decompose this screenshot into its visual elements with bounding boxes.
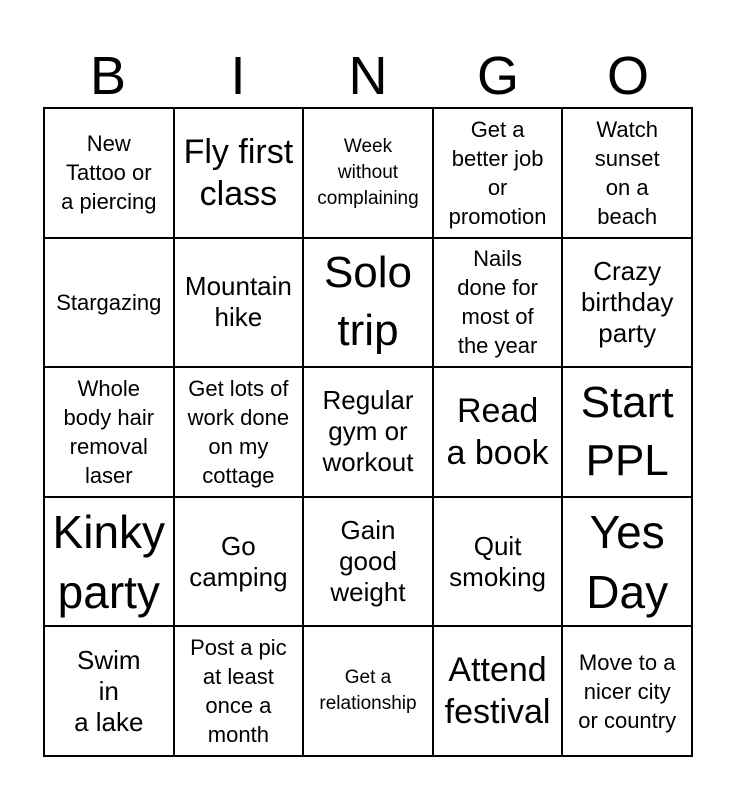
bingo-cell[interactable] — [44, 626, 174, 756]
cell-text: Week without complaining — [317, 135, 419, 209]
bingo-cell[interactable] — [44, 497, 174, 627]
bingo-cell[interactable] — [303, 108, 433, 238]
bingo-cell[interactable] — [433, 626, 563, 756]
bingo-cell[interactable] — [44, 108, 174, 238]
bingo-cell[interactable] — [562, 108, 692, 238]
bingo-cell[interactable] — [174, 108, 304, 238]
bingo-cell[interactable] — [174, 367, 304, 497]
header-letter-b: B — [89, 46, 127, 106]
cell-text: Solo trip — [323, 248, 413, 356]
header-letter-i: I — [230, 46, 246, 106]
cell-text: Gain good weight — [330, 515, 406, 608]
cell-text: Regular gym or workout — [322, 385, 414, 478]
cell-text: Go camping — [189, 530, 288, 592]
cell-text: Kinky party — [52, 505, 166, 618]
header-letter-o: O — [606, 46, 649, 106]
bingo-cell[interactable] — [44, 238, 174, 368]
bingo-cell[interactable] — [562, 238, 692, 368]
cell-text: Watch sunset on a beach — [594, 116, 660, 229]
cell-text: Start PPL — [580, 377, 674, 485]
cell-text: Quit smoking — [449, 530, 546, 592]
cell-text: Crazy birthday party — [580, 255, 674, 348]
bingo-cell[interactable] — [174, 626, 304, 756]
cell-text: Read a book — [446, 391, 549, 472]
cell-text: Nails done for most of the year — [457, 246, 538, 359]
cell-text: Get lots of work done on my cottage — [187, 375, 290, 488]
cell-text: Whole body hair removal laser — [63, 375, 155, 488]
bingo-cell[interactable] — [174, 238, 304, 368]
cell-text: Post a pic at least once a month — [190, 635, 287, 748]
cell-text: New Tattoo or a piercing — [61, 131, 157, 215]
cell-text: Move to a nicer city or country — [578, 649, 677, 733]
header-letter-n: N — [348, 46, 388, 106]
cell-text: Stargazing — [56, 289, 162, 315]
bingo-cell[interactable] — [303, 367, 433, 497]
bingo-header — [43, 44, 693, 108]
bingo-cell[interactable] — [433, 367, 563, 497]
bingo-cell[interactable] — [433, 238, 563, 368]
bingo-cell[interactable] — [303, 497, 433, 627]
bingo-cell[interactable] — [303, 238, 433, 368]
bingo-cell[interactable] — [562, 367, 692, 497]
bingo-cell[interactable] — [433, 497, 563, 627]
cell-text: Get a relationship — [319, 667, 417, 715]
bingo-cell[interactable] — [562, 497, 692, 627]
cell-text: Swim in a lake — [74, 644, 144, 737]
bingo-cell[interactable] — [433, 108, 563, 238]
cell-text: Yes Day — [586, 505, 669, 618]
bingo-cell[interactable] — [562, 626, 692, 756]
bingo-cell[interactable] — [174, 497, 304, 627]
cell-text: Get a better job or promotion — [448, 116, 547, 229]
cell-text: Fly first class — [183, 132, 294, 213]
cell-text: Mountain hike — [184, 271, 292, 333]
cell-text: Attend festival — [444, 651, 551, 732]
bingo-board — [43, 107, 693, 757]
bingo-cell[interactable] — [44, 367, 174, 497]
bingo-cell[interactable] — [303, 626, 433, 756]
header-letter-g: G — [476, 46, 519, 106]
